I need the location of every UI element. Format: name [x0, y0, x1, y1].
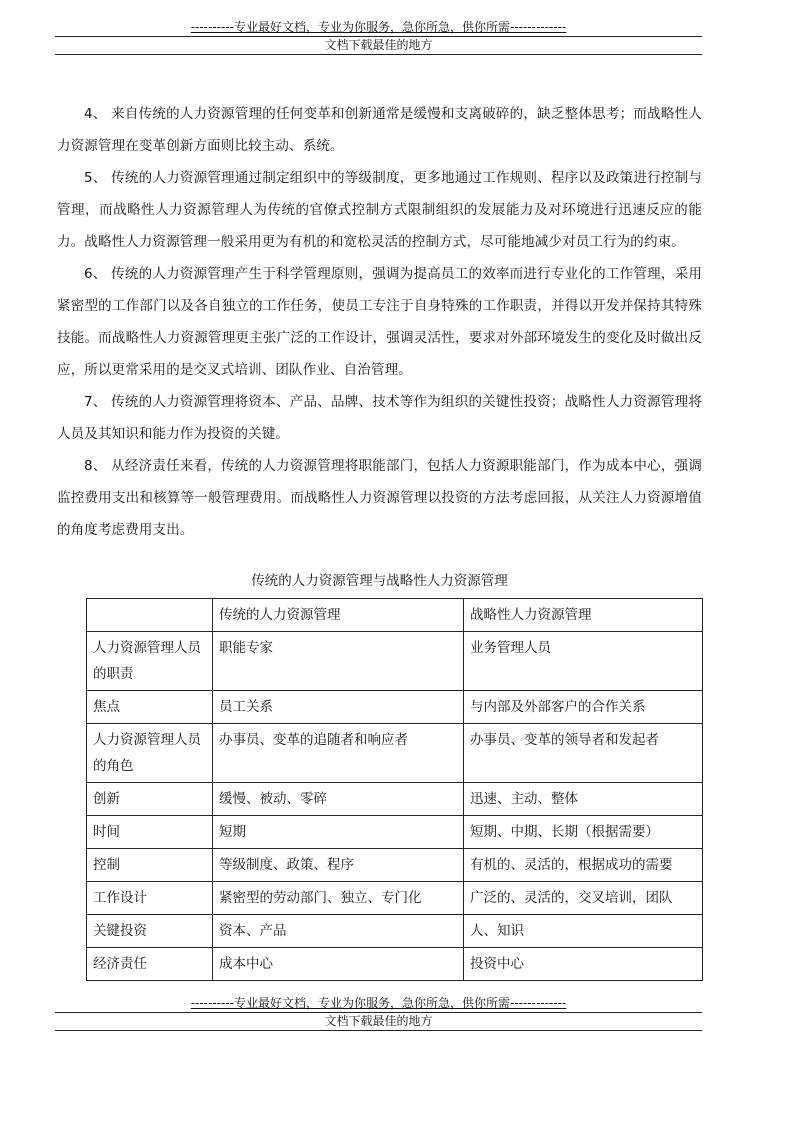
- table-row: [87, 948, 703, 981]
- comparison-table: [86, 598, 703, 981]
- strategic-cell: 广泛的、灵活的，交叉培训，团队: [464, 882, 703, 915]
- table-row: [87, 915, 703, 948]
- table-row: [87, 724, 703, 783]
- header-cell-traditional: 传统的人力资源管理: [213, 599, 464, 632]
- table-row: [87, 882, 703, 915]
- header-cell-empty: [87, 599, 213, 632]
- row-label: 焦点: [87, 691, 213, 724]
- table-header-row: [87, 599, 703, 632]
- strategic-cell: 与内部及外部客户的合作关系: [464, 691, 703, 724]
- document-body: [57, 98, 702, 546]
- paragraph-5: 5、 传统的人力资源管理通过制定组织中的等级制度，更多地通过工作规则、程序以及政策进行控制与管理，而战略性人力资源管理人为传统的官僚式控制方式限制组织的发展能力及对环境进行迅速反应的能力。战略性人力资源管理一般采用更为有机的和宽松灵活的控制方式，尽可能地减少对员工行为的约束。: [57, 170, 702, 250]
- row-label: 关键投资: [87, 915, 213, 948]
- row-label: 时间: [87, 816, 213, 849]
- traditional-cell: 资本、产品: [213, 915, 464, 948]
- paragraph-6: 6、 传统的人力资源管理产生于科学管理原则，强调为提高员工的效率而进行专业化的工作管理，采用紧密型的工作部门以及各自独立的工作任务，使员工专注于自身特殊的工作职责，并得以开发并保持其特殊技能。而战略性人力资源管理更主张广泛的工作设计，强调灵活性，要求对外部环境发生的变化及时做出反应，所以更常采用的是交叉式培训、团队作业、自治管理。: [57, 266, 702, 378]
- strategic-cell: 人、知识: [464, 915, 703, 948]
- row-label: 工作设计: [87, 882, 213, 915]
- strategic-cell: 投资中心: [464, 948, 703, 981]
- strategic-cell: 业务管理人员: [464, 632, 703, 691]
- strategic-cell: 办事员、变革的领导者和发起者: [464, 724, 703, 783]
- traditional-cell: 成本中心: [213, 948, 464, 981]
- traditional-cell: 缓慢、被动、零碎: [213, 783, 464, 816]
- traditional-cell: 员工关系: [213, 691, 464, 724]
- row-label: 控制: [87, 849, 213, 882]
- table-row: [87, 783, 703, 816]
- row-label: 人力资源管理人员的角色: [87, 724, 213, 783]
- row-label: 人力资源管理人员的职责: [87, 632, 213, 691]
- footer-site-name: 文档下载最佳的地方: [324, 1014, 433, 1028]
- header-site-name: 文档下载最佳的地方: [324, 38, 433, 52]
- footer-rule-thin: [55, 1030, 702, 1031]
- traditional-cell: 职能专家: [213, 632, 464, 691]
- traditional-cell: 紧密型的劳动部门、独立、专门化: [213, 882, 464, 915]
- header-cell-strategic: 战略性人力资源管理: [464, 599, 703, 632]
- strategic-cell: 迅速、主动、整体: [464, 783, 703, 816]
- header-banner: ----------专业最好文档，专业为你服务，急你所急，供你所需-------------: [190, 20, 567, 34]
- table-row: [87, 632, 703, 691]
- page-header: [55, 20, 702, 55]
- table-caption: 传统的人力资源管理与战略性人力资源管理: [251, 573, 508, 589]
- row-label: 创新: [87, 783, 213, 816]
- table-row: [87, 849, 703, 882]
- paragraph-4: 4、 来自传统的人力资源管理的任何变革和创新通常是缓慢和支离破碎的，缺乏整体思考；而战略性人力资源管理在变革创新方面则比较主动、系统。: [57, 106, 702, 154]
- traditional-cell: 等级制度、政策、程序: [213, 849, 464, 882]
- header-rule-thin: [55, 54, 702, 55]
- page-footer: [55, 996, 702, 1031]
- table-row: [87, 816, 703, 849]
- table-row: [87, 691, 703, 724]
- footer-banner: ----------专业最好文档，专业为你服务，急你所急，供你所需-------------: [190, 996, 567, 1010]
- strategic-cell: 有机的、灵活的，根据成功的需要: [464, 849, 703, 882]
- traditional-cell: 办事员、变革的追随者和响应者: [213, 724, 464, 783]
- traditional-cell: 短期: [213, 816, 464, 849]
- strategic-cell: 短期、中期、长期（根据需要）: [464, 816, 703, 849]
- paragraph-8: 8、 从经济责任来看，传统的人力资源管理将职能部门，包括人力资源职能部门，作为成本中心，强调监控费用支出和核算等一般管理费用。而战略性人力资源管理以投资的方法考虑回报，从关注人力资源增值的角度考虑费用支出。: [57, 458, 702, 538]
- paragraph-7: 7、 传统的人力资源管理将资本、产品、品牌、技术等作为组织的关键性投资；战略性人力资源管理将人员及其知识和能力作为投资的关键。: [57, 394, 702, 442]
- row-label: 经济责任: [87, 948, 213, 981]
